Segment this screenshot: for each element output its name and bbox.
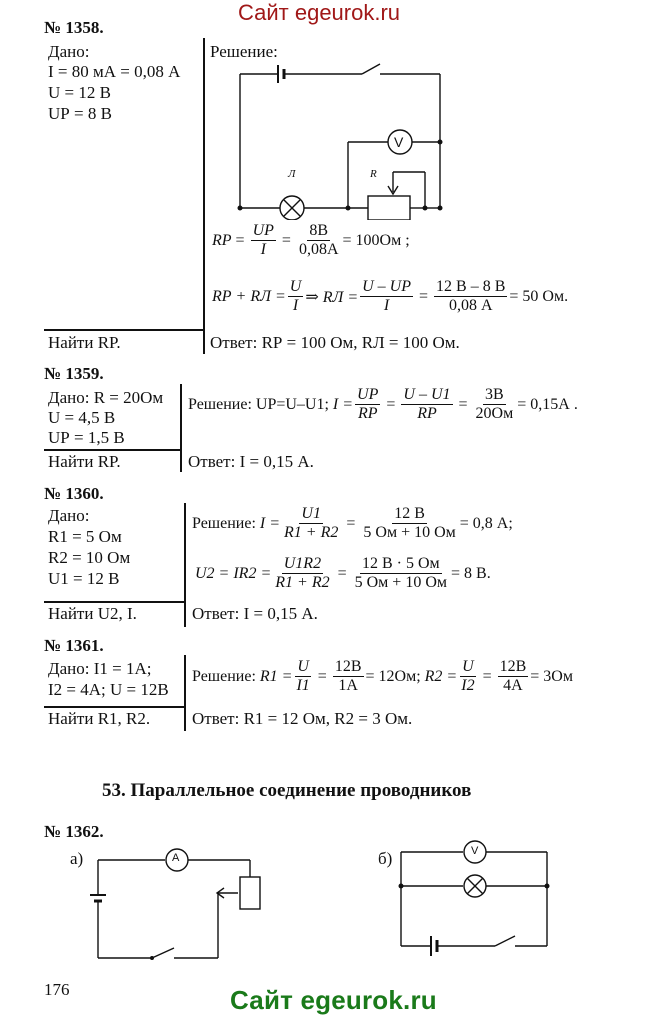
find-label: Найти U2, I.	[48, 604, 137, 623]
equation-rp: RР = $\frac{UР}{I}$ = $\frac{8В}{0,08А}$ = 100Ом ;	[212, 222, 410, 258]
equation-1359: Решение: UР=U–U1; I = $\frac{UР}{RР}$ = $\frac{U - U1}{RР}$ = $\frac{3В}{20Ом}$ = 0,15А .	[188, 386, 578, 422]
problem-1358-number: № 1358.	[44, 18, 104, 37]
find-label: Найти RР.	[48, 333, 121, 352]
given-voltage: U = 4,5 В	[48, 408, 116, 427]
label-a: а)	[70, 849, 84, 868]
given-u1: U1 = 12 В	[48, 569, 120, 588]
frac-denominator: RР	[417, 405, 437, 422]
eq-result: = 8 В.	[451, 564, 491, 582]
frac-numerator: UР	[357, 386, 379, 403]
given-voltage: I2 = 4А; U = 12В	[48, 680, 169, 699]
given-r2: R2 = 10 Ом	[48, 548, 131, 567]
ammeter-symbol: A	[172, 852, 180, 864]
frac-denominator: 4А	[503, 677, 523, 694]
eq-implication: ⇒ RЛ =	[305, 288, 359, 306]
solution-label: Решение:	[210, 42, 278, 61]
answer-1361: Ответ: R1 = 12 Ом, R2 = 3 Ом.	[192, 709, 413, 728]
divider-horizontal	[44, 329, 204, 331]
divider-vertical	[203, 38, 205, 354]
frac-denominator: 20Ом	[475, 405, 514, 422]
answer-1358: Ответ: RР = 100 Ом, RЛ = 100 Ом.	[210, 333, 460, 352]
problem-1360-number: № 1360.	[44, 484, 104, 503]
frac-denominator: I	[292, 297, 299, 314]
frac-numerator: 12 В	[394, 505, 425, 522]
site-watermark-bottom: Сайт egeurok.ru	[230, 985, 437, 1015]
problem-1362-number: № 1362.	[44, 822, 104, 841]
frac-denominator: R1 + R2	[284, 524, 339, 541]
label-b: б)	[378, 849, 393, 868]
frac-numerator: 12 В – 8 В	[436, 278, 506, 295]
frac-denominator: RР	[357, 405, 378, 422]
frac-denominator: 0,08А	[298, 241, 339, 258]
frac-numerator: 8В	[309, 222, 329, 239]
eq-result: = 0,8 А;	[459, 514, 513, 532]
frac-denominator: 5 Ом + 10 Ом	[363, 524, 456, 541]
divider-horizontal	[44, 449, 181, 451]
circuit-a	[90, 845, 280, 970]
frac-denominator: I	[383, 297, 390, 314]
equation-current: Решение: I = $\frac{U1}{R1 + R2}$ = $\frac{12 В}{5 Ом + 10 Ом}$ = 0,8 А;	[192, 505, 513, 541]
frac-numerator: U	[297, 658, 309, 675]
frac-denominator: 1А	[338, 677, 358, 694]
eq-lhs: R2 =	[424, 667, 458, 685]
frac-numerator: 12В	[334, 658, 362, 675]
given-r1: R1 = 5 Ом	[48, 527, 122, 546]
divider-vertical	[184, 503, 186, 627]
frac-denominator: 5 Ом + 10 Ом	[354, 574, 448, 591]
frac-numerator: U	[462, 658, 474, 675]
site-watermark-top: Сайт egeurok.ru	[238, 0, 401, 25]
divider-horizontal	[44, 706, 185, 708]
find-label: Найти R1, R2.	[48, 709, 151, 728]
frac-numerator: U1	[301, 505, 321, 522]
eq-result: = 100Ом ;	[342, 231, 410, 249]
frac-denominator: 0,08 А	[448, 297, 493, 314]
eq-result: = 50 Ом.	[509, 287, 569, 305]
given-resistance: Дано: R = 20Ом	[48, 388, 164, 407]
eq-lhs: RР + RЛ =	[212, 287, 286, 305]
frac-denominator: I2	[461, 677, 475, 694]
divider-vertical	[184, 655, 186, 731]
problem-1359-number: № 1359.	[44, 364, 104, 383]
given-label: Дано:	[48, 506, 90, 525]
given-voltage: U = 12 В	[48, 83, 111, 102]
eq-lhs: I =	[332, 395, 354, 413]
voltmeter-symbol: V	[394, 134, 404, 150]
given-currents: Дано: I1 = 1А;	[48, 659, 152, 678]
eq-lhs: R1 =	[259, 667, 293, 685]
circuit-1358	[230, 60, 450, 220]
given-rheostat-voltage: UР = 8 В	[48, 104, 112, 123]
solution-label: Решение:	[192, 514, 256, 532]
lamp-label: Л	[288, 168, 296, 180]
equation-resistances: Решение: R1 = $\frac{U}{I1}$ = $\frac{12В}{1А}$ = 12Ом; R2 = $\frac{U}{I2}$ = $\frac{12В}{4А}$ = 3Ом	[192, 658, 573, 694]
frac-numerator: U	[289, 278, 302, 295]
eq-result: = 12Ом;	[365, 667, 421, 685]
given-rheostat-voltage: UР = 1,5 В	[48, 428, 125, 447]
frac-numerator: 12В	[499, 658, 527, 675]
answer-1360: Ответ: I = 0,15 А.	[192, 604, 318, 623]
frac-denominator: I	[260, 241, 266, 258]
eq-lhs: I =	[259, 514, 281, 532]
answer-1359: Ответ: I = 0,15 А.	[188, 452, 314, 471]
solution-text: Решение: UР=U–U1;	[188, 395, 329, 413]
eq-lhs: U2 = IR2 =	[195, 564, 272, 582]
solution-label: Решение:	[192, 667, 256, 685]
frac-numerator: U – UР	[362, 278, 412, 295]
frac-numerator: UР	[252, 222, 274, 239]
rheostat-label: R	[370, 168, 377, 180]
frac-numerator: U – U1	[403, 386, 451, 403]
eq-result: = 0,15А .	[517, 395, 578, 413]
frac-numerator: 3В	[485, 386, 504, 403]
page-number: 176	[44, 980, 70, 999]
equation-rl: RР + RЛ = $\frac{U}{I}$ ⇒ RЛ = $\frac{U - UР}{I}$ = $\frac{12 В - 8 В}{0,08 А}$ = 50 Ом.	[212, 278, 569, 314]
voltmeter-symbol: V	[471, 845, 479, 857]
section-title: 53. Параллельное соединение проводников	[102, 780, 472, 801]
given-label: Дано:	[48, 42, 90, 61]
circuit-b	[395, 840, 555, 970]
frac-numerator: 12 В · 5 Ом	[361, 555, 440, 572]
equation-voltage: U2 = IR2 = $\frac{U1R2}{R1 + R2}$ = $\frac{12 В \cdot 5 Ом}{5 Ом + 10 Ом}$ = 8 В.	[195, 555, 491, 591]
divider-vertical	[180, 384, 182, 472]
frac-denominator: I1	[296, 677, 310, 694]
find-label: Найти RР.	[48, 452, 121, 471]
eq-result: = 3Ом	[530, 667, 573, 685]
frac-denominator: R1 + R2	[275, 574, 330, 591]
problem-1361-number: № 1361.	[44, 636, 104, 655]
given-current: I = 80 мА = 0,08 А	[48, 62, 181, 81]
frac-numerator: U1R2	[283, 555, 322, 572]
divider-horizontal	[44, 601, 185, 603]
eq-lhs: RР	[212, 231, 232, 249]
